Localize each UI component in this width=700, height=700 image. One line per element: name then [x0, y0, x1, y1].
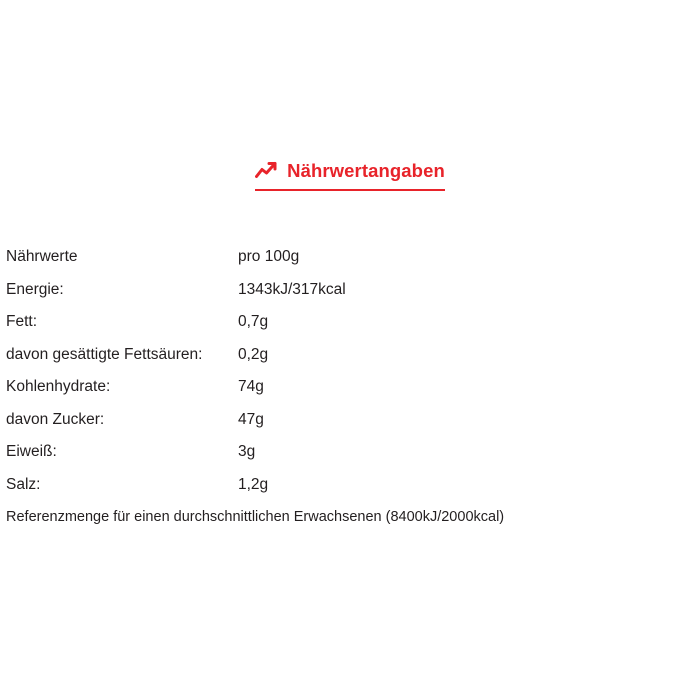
nutrient-label: Energie:	[6, 280, 64, 298]
nutrient-label: davon Zucker:	[6, 410, 105, 428]
nutrition-table	[6, 248, 694, 508]
page-title: Nährwertangaben	[287, 160, 445, 181]
nutrient-value: 1343kJ/317kcal	[238, 280, 346, 298]
table-row	[6, 313, 694, 346]
chart-line-up-icon	[255, 161, 277, 181]
nutrient-value: 0,2g	[238, 345, 269, 363]
nutrient-value: 74g	[238, 378, 264, 395]
table-row	[6, 476, 694, 509]
table-row	[6, 346, 694, 379]
table-row	[6, 443, 694, 476]
panel-header	[0, 160, 700, 191]
table-row	[6, 281, 694, 314]
nutrient-value: 1,2g	[238, 475, 269, 493]
panel-header-inner	[255, 160, 445, 191]
nutrient-label: Salz:	[6, 475, 41, 493]
table-row	[6, 411, 694, 444]
nutrient-value: 47g	[238, 410, 264, 428]
reference-intake-note: Referenzmenge für einen durchschnittlichen Erwachsenen (8400kJ/2000kcal)	[6, 509, 505, 525]
nutrient-value: pro 100g	[238, 248, 300, 265]
nutrient-label: Nährwerte	[6, 248, 78, 265]
nutrient-label: Kohlenhydrate:	[6, 378, 111, 395]
table-row	[6, 248, 694, 281]
nutrient-value: 3g	[238, 443, 256, 460]
nutrient-label: davon gesättigte Fettsäuren:	[6, 345, 203, 363]
nutrient-label: Eiweiß:	[6, 443, 57, 460]
nutrient-value: 0,7g	[238, 313, 269, 330]
nutrient-label: Fett:	[6, 313, 38, 330]
table-row	[6, 378, 694, 411]
